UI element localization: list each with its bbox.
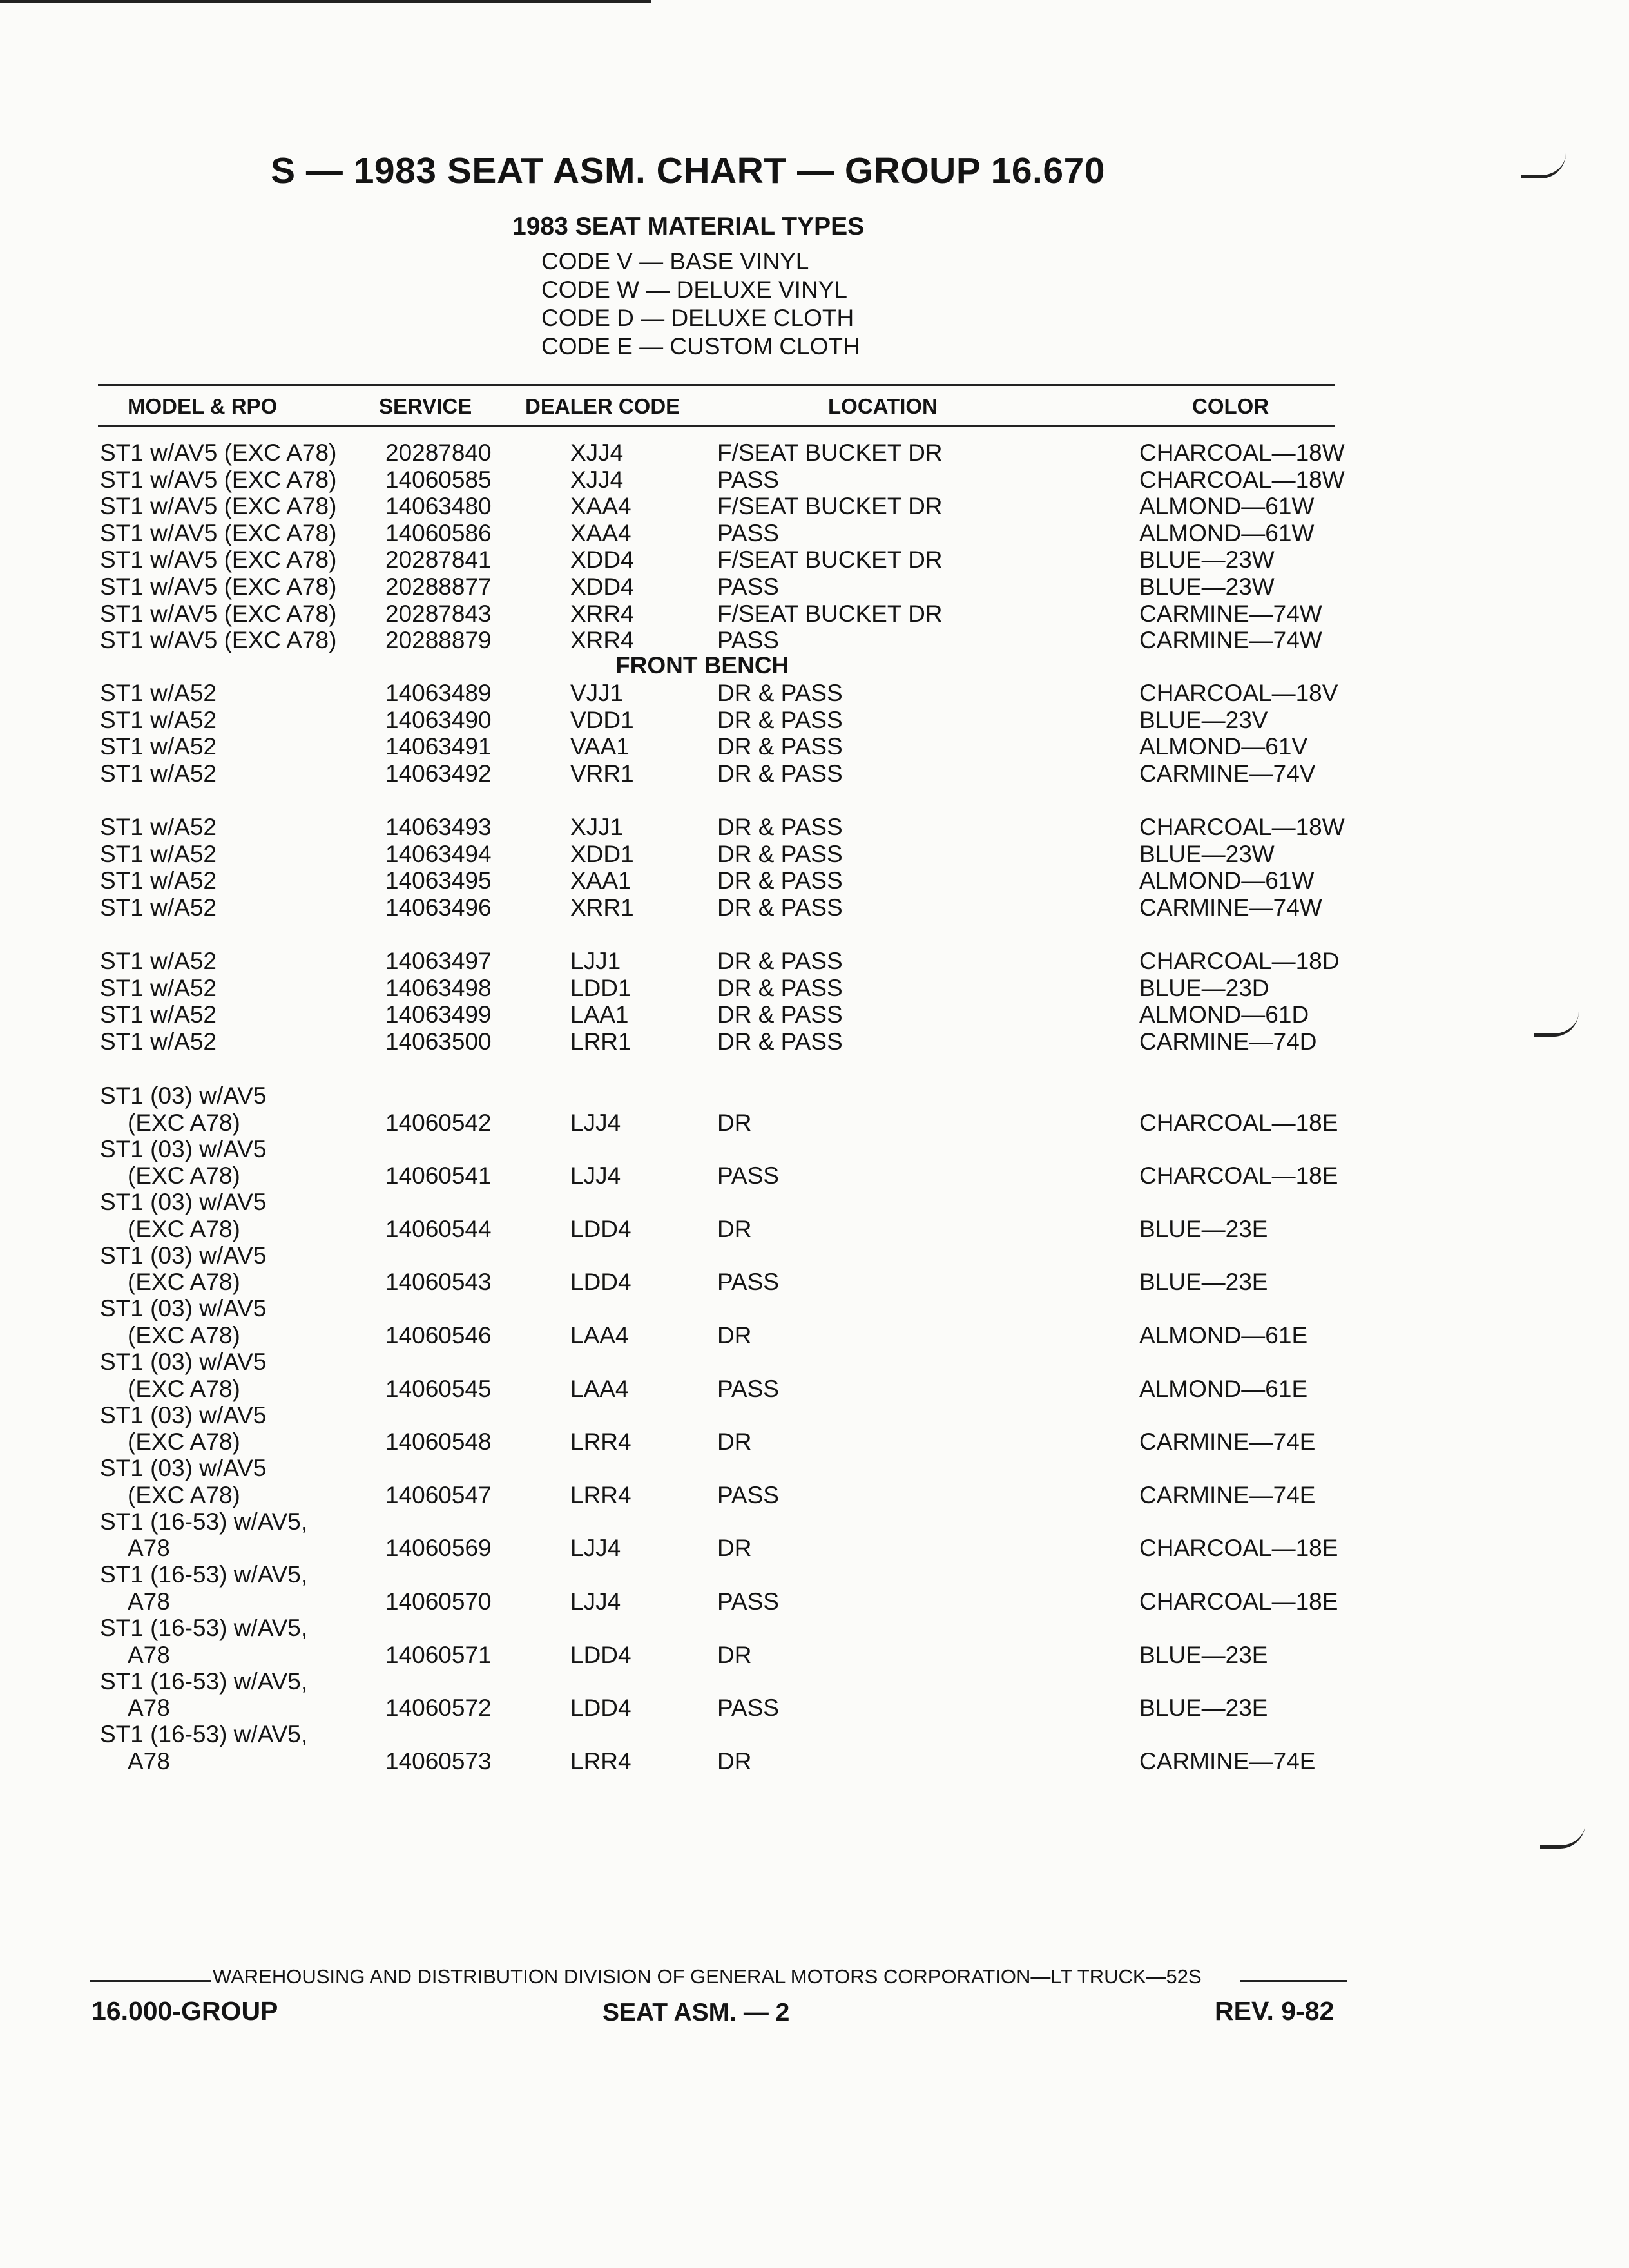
cell-service: 14060547 (385, 1481, 492, 1508)
table-row (0, 680, 1629, 707)
table-row (0, 1001, 1629, 1028)
cell-dealer-code: XDD1 (570, 840, 634, 867)
cell-model: ST1 (03) w/AV5 (100, 1455, 267, 1482)
table-row-continuation (0, 1721, 1629, 1748)
cell-location: F/SEAT BUCKET DR (717, 439, 943, 466)
cell-service: 14060546 (385, 1321, 492, 1349)
cell-model: ST1 w/AV5 (EXC A78) (100, 627, 337, 654)
cell-location: PASS (717, 573, 779, 600)
table-row-continuation (0, 1668, 1629, 1695)
cell-model: ST1 w/A52 (100, 760, 217, 787)
table-header-rule (98, 425, 1335, 427)
cell-color: BLUE—23V (1139, 706, 1268, 733)
cell-dealer-code: XJJ1 (570, 814, 624, 840)
table-row-continuation (0, 1295, 1629, 1322)
cell-service: 14063498 (385, 974, 492, 1001)
table-row-continuation (0, 1615, 1629, 1642)
table-row (0, 1110, 1629, 1137)
table-row (0, 1695, 1629, 1722)
table-row-continuation (0, 1082, 1629, 1110)
cell-dealer-code: VDD1 (570, 706, 634, 733)
cell-location: PASS (717, 627, 779, 654)
cell-service: 14060572 (385, 1695, 492, 1722)
table-row (0, 814, 1629, 841)
cell-location: DR & PASS (717, 1028, 843, 1055)
cell-location: DR (717, 1215, 752, 1242)
cell-model: ST1 (16-53) w/AV5, (100, 1508, 308, 1535)
cell-dealer-code: LJJ4 (570, 1535, 621, 1562)
table-row (0, 1642, 1629, 1669)
cell-color: CARMINE—74W (1139, 894, 1322, 921)
cell-service: 14063494 (385, 840, 492, 867)
cell-color: CHARCOAL—18D (1139, 948, 1340, 974)
cell-dealer-code: LDD1 (570, 974, 631, 1001)
cell-service: 14063492 (385, 760, 492, 787)
cell-service: 14060541 (385, 1162, 492, 1189)
cell-color: ALMOND—61V (1139, 733, 1308, 760)
cell-dealer-code: LRR4 (570, 1747, 631, 1774)
material-code-w: CODE W — DELUXE VINYL (541, 276, 847, 303)
cell-color: BLUE—23E (1139, 1641, 1268, 1668)
cell-dealer-code: LDD4 (570, 1215, 631, 1242)
cell-service: 14060571 (385, 1641, 492, 1668)
header-service: SERVICE (379, 394, 472, 418)
cell-dealer-code: XAA1 (570, 867, 631, 894)
header-color: COLOR (1192, 394, 1269, 418)
cell-location: PASS (717, 1695, 779, 1722)
cell-model: ST1 (03) w/AV5 (100, 1401, 267, 1428)
cell-location: PASS (717, 1481, 779, 1508)
cell-model: ST1 w/A52 (100, 894, 217, 921)
cell-color: BLUE—23W (1139, 573, 1275, 600)
table-row (0, 841, 1629, 868)
cell-dealer-code: LDD4 (570, 1269, 631, 1296)
cell-location: DR (717, 1321, 752, 1349)
header-dealer-code: DEALER CODE (525, 394, 680, 418)
table-row (0, 894, 1629, 921)
cell-dealer-code: LRR4 (570, 1428, 631, 1456)
cell-model: (EXC A78) (128, 1481, 240, 1508)
cell-dealer-code: LAA4 (570, 1375, 629, 1402)
footer-group: 16.000-GROUP (92, 1996, 278, 2026)
binder-hole-mark-bottom (1540, 1823, 1585, 1849)
table-row (0, 546, 1629, 573)
table-row (0, 1216, 1629, 1243)
cell-model: A78 (128, 1535, 170, 1562)
table-row (0, 1162, 1629, 1189)
cell-service: 20287840 (385, 439, 492, 466)
cell-dealer-code: LDD4 (570, 1695, 631, 1722)
cell-service: 20288879 (385, 627, 492, 654)
cell-dealer-code: LJJ4 (570, 1588, 621, 1615)
cell-color: BLUE—23E (1139, 1269, 1268, 1296)
cell-dealer-code: XJJ4 (570, 466, 624, 493)
cell-service: 14063491 (385, 733, 492, 760)
material-code-v: CODE V — BASE VINYL (541, 248, 809, 274)
cell-location: F/SEAT BUCKET DR (717, 546, 943, 573)
cell-service: 14060544 (385, 1215, 492, 1242)
cell-color: ALMOND—61W (1139, 867, 1315, 894)
cell-service: 14060548 (385, 1428, 492, 1456)
cell-location: DR & PASS (717, 760, 843, 787)
table-row (0, 733, 1629, 760)
cell-service: 20288877 (385, 573, 492, 600)
table-row (0, 1322, 1629, 1349)
cell-model: ST1 (03) w/AV5 (100, 1295, 267, 1322)
cell-model: (EXC A78) (128, 1162, 240, 1189)
table-row (0, 627, 1629, 654)
cell-service: 14063500 (385, 1028, 492, 1055)
footer-division-line: WAREHOUSING AND DISTRIBUTION DIVISION OF GENERAL MOTORS CORPORATION—LT TRUCK—52S (213, 1965, 1202, 1988)
cell-location: DR & PASS (717, 867, 843, 894)
cell-color: BLUE—23E (1139, 1695, 1268, 1722)
cell-location: PASS (717, 1162, 779, 1189)
table-row-continuation (0, 1189, 1629, 1216)
table-row (0, 1482, 1629, 1509)
header-location: LOCATION (828, 394, 938, 418)
binder-hole-mark-top (1521, 153, 1566, 178)
cell-color: ALMOND—61W (1139, 519, 1315, 546)
cell-model: ST1 w/A52 (100, 974, 217, 1001)
table-row (0, 1588, 1629, 1615)
cell-dealer-code: VAA1 (570, 733, 630, 760)
cell-color: CHARCOAL—18W (1139, 439, 1345, 466)
cell-model: ST1 w/A52 (100, 814, 217, 840)
cell-model: ST1 w/AV5 (EXC A78) (100, 546, 337, 573)
cell-service: 20287841 (385, 546, 492, 573)
cell-location: PASS (717, 1375, 779, 1402)
cell-model: ST1 w/A52 (100, 733, 217, 760)
cell-dealer-code: XRR4 (570, 627, 634, 654)
table-row (0, 867, 1629, 894)
cell-location: F/SEAT BUCKET DR (717, 493, 943, 520)
cell-location: DR & PASS (717, 706, 843, 733)
cell-model: ST1 w/AV5 (EXC A78) (100, 439, 337, 466)
table-row-continuation (0, 1508, 1629, 1535)
table-row (0, 1269, 1629, 1296)
section-front-bench: FRONT BENCH (615, 652, 789, 678)
table-row (0, 601, 1629, 628)
cell-model: A78 (128, 1641, 170, 1668)
cell-dealer-code: LJJ4 (570, 1109, 621, 1136)
cell-model: ST1 w/A52 (100, 1028, 217, 1055)
cell-color: BLUE—23D (1139, 974, 1269, 1001)
table-row (0, 1535, 1629, 1562)
cell-service: 14063497 (385, 948, 492, 974)
cell-color: CARMINE—74E (1139, 1481, 1316, 1508)
table-row-continuation (0, 1402, 1629, 1429)
cell-location: DR & PASS (717, 840, 843, 867)
cell-service: 14063489 (385, 680, 492, 706)
material-codes-list (541, 247, 860, 361)
cell-model: ST1 w/A52 (100, 948, 217, 974)
cell-dealer-code: LAA1 (570, 1001, 629, 1028)
cell-location: PASS (717, 519, 779, 546)
table-row (0, 1428, 1629, 1456)
cell-dealer-code: VJJ1 (570, 680, 624, 706)
cell-model: ST1 (03) w/AV5 (100, 1349, 267, 1375)
cell-service: 14060585 (385, 466, 492, 493)
cell-dealer-code: XRR1 (570, 894, 634, 921)
cell-model: A78 (128, 1588, 170, 1615)
page-title: S — 1983 SEAT ASM. CHART — GROUP 16.670 (271, 150, 1105, 191)
table-row-continuation (0, 1349, 1629, 1376)
cell-location: DR & PASS (717, 948, 843, 974)
cell-service: 14063495 (385, 867, 492, 894)
cell-service: 14063493 (385, 814, 492, 840)
cell-model: ST1 w/A52 (100, 706, 217, 733)
table-row (0, 573, 1629, 601)
cell-color: CARMINE—74E (1139, 1428, 1316, 1456)
table-row (0, 466, 1629, 494)
cell-service: 14063490 (385, 706, 492, 733)
cell-color: CHARCOAL—18V (1139, 680, 1338, 706)
cell-dealer-code: VRR1 (570, 760, 634, 787)
table-row-continuation (0, 1136, 1629, 1163)
material-code-e: CODE E — CUSTOM CLOTH (541, 333, 860, 360)
table-row (0, 707, 1629, 734)
cell-model: ST1 (16-53) w/AV5, (100, 1615, 308, 1641)
cell-location: DR & PASS (717, 974, 843, 1001)
cell-dealer-code: XAA4 (570, 493, 631, 520)
cell-model: (EXC A78) (128, 1109, 240, 1136)
table-row-continuation (0, 1242, 1629, 1269)
cell-model: ST1 (03) w/AV5 (100, 1242, 267, 1269)
material-code-d: CODE D — DELUXE CLOTH (541, 305, 854, 331)
cell-color: CARMINE—74W (1139, 600, 1322, 627)
cell-model: (EXC A78) (128, 1215, 240, 1242)
cell-service: 14063499 (385, 1001, 492, 1028)
cell-model: (EXC A78) (128, 1375, 240, 1402)
table-row (0, 439, 1629, 466)
cell-color: CARMINE—74D (1139, 1028, 1317, 1055)
cell-color: BLUE—23E (1139, 1215, 1268, 1242)
table-row-continuation (0, 1455, 1629, 1482)
cell-dealer-code: LRR1 (570, 1028, 631, 1055)
table-row (0, 493, 1629, 520)
cell-dealer-code: XDD4 (570, 573, 634, 600)
top-border-line (0, 0, 651, 3)
cell-service: 14060543 (385, 1269, 492, 1296)
cell-dealer-code: LDD4 (570, 1641, 631, 1668)
cell-model: ST1 (03) w/AV5 (100, 1135, 267, 1162)
cell-model: ST1 w/AV5 (EXC A78) (100, 466, 337, 493)
cell-location: DR & PASS (717, 814, 843, 840)
table-row (0, 1376, 1629, 1403)
cell-color: ALMOND—61E (1139, 1375, 1308, 1402)
cell-location: DR (717, 1109, 752, 1136)
cell-color: BLUE—23W (1139, 546, 1275, 573)
cell-model: ST1 w/AV5 (EXC A78) (100, 519, 337, 546)
cell-color: ALMOND—61W (1139, 493, 1315, 520)
footer-revision: REV. 9-82 (1215, 1996, 1335, 2026)
cell-location: PASS (717, 466, 779, 493)
cell-location: DR & PASS (717, 1001, 843, 1028)
cell-color: ALMOND—61D (1139, 1001, 1309, 1028)
cell-model: ST1 (03) w/AV5 (100, 1082, 267, 1109)
cell-model: ST1 (03) w/AV5 (100, 1189, 267, 1216)
cell-model: (EXC A78) (128, 1428, 240, 1456)
table-row (0, 975, 1629, 1002)
table-top-rule (98, 384, 1335, 386)
cell-model: ST1 w/AV5 (EXC A78) (100, 493, 337, 520)
cell-color: CARMINE—74E (1139, 1747, 1316, 1774)
cell-location: DR & PASS (717, 894, 843, 921)
cell-color: CHARCOAL—18E (1139, 1535, 1338, 1562)
cell-service: 14060569 (385, 1535, 492, 1562)
cell-dealer-code: XDD4 (570, 546, 634, 573)
table-row (0, 1028, 1629, 1055)
cell-dealer-code: LAA4 (570, 1321, 629, 1349)
header-model: MODEL & RPO (128, 394, 278, 418)
cell-model: A78 (128, 1695, 170, 1722)
cell-service: 20287843 (385, 600, 492, 627)
table-row (0, 520, 1629, 547)
cell-color: CARMINE—74W (1139, 627, 1322, 654)
cell-location: DR (717, 1641, 752, 1668)
cell-color: CHARCOAL—18E (1139, 1109, 1338, 1136)
cell-model: (EXC A78) (128, 1321, 240, 1349)
cell-location: DR (717, 1428, 752, 1456)
cell-service: 14063496 (385, 894, 492, 921)
cell-location: PASS (717, 1588, 779, 1615)
cell-service: 14060545 (385, 1375, 492, 1402)
cell-color: CHARCOAL—18E (1139, 1588, 1338, 1615)
cell-model: ST1 w/A52 (100, 1001, 217, 1028)
table-row (0, 760, 1629, 787)
cell-dealer-code: XRR4 (570, 600, 634, 627)
cell-model: A78 (128, 1747, 170, 1774)
material-types-heading: 1983 SEAT MATERIAL TYPES (512, 213, 865, 240)
cell-service: 14060570 (385, 1588, 492, 1615)
cell-model: ST1 w/AV5 (EXC A78) (100, 600, 337, 627)
cell-model: ST1 w/A52 (100, 840, 217, 867)
cell-dealer-code: LJJ1 (570, 948, 621, 974)
cell-model: ST1 w/AV5 (EXC A78) (100, 573, 337, 600)
footer-page-label: SEAT ASM. — 2 (602, 1999, 790, 2026)
cell-dealer-code: XAA4 (570, 519, 631, 546)
cell-color: ALMOND—61E (1139, 1321, 1308, 1349)
cell-model: ST1 w/A52 (100, 680, 217, 706)
cell-service: 14060586 (385, 519, 492, 546)
footer-rule-left (90, 1980, 211, 1982)
cell-model: ST1 (16-53) w/AV5, (100, 1721, 308, 1748)
cell-dealer-code: LJJ4 (570, 1162, 621, 1189)
table-row-continuation (0, 1561, 1629, 1588)
cell-model: (EXC A78) (128, 1269, 240, 1296)
cell-color: CARMINE—74V (1139, 760, 1316, 787)
cell-color: CHARCOAL—18E (1139, 1162, 1338, 1189)
cell-location: DR & PASS (717, 733, 843, 760)
cell-model: ST1 w/A52 (100, 867, 217, 894)
cell-location: DR (717, 1535, 752, 1562)
cell-dealer-code: LRR4 (570, 1481, 631, 1508)
cell-location: F/SEAT BUCKET DR (717, 600, 943, 627)
cell-location: DR & PASS (717, 680, 843, 706)
cell-location: PASS (717, 1269, 779, 1296)
cell-color: CHARCOAL—18W (1139, 466, 1345, 493)
cell-service: 14060573 (385, 1747, 492, 1774)
footer-rule-right (1240, 1980, 1347, 1982)
table-row (0, 948, 1629, 975)
table-row (0, 1748, 1629, 1775)
cell-service: 14063480 (385, 493, 492, 520)
cell-model: ST1 (16-53) w/AV5, (100, 1667, 308, 1695)
cell-color: CHARCOAL—18W (1139, 814, 1345, 840)
cell-service: 14060542 (385, 1109, 492, 1136)
cell-location: DR (717, 1747, 752, 1774)
cell-dealer-code: XJJ4 (570, 439, 624, 466)
cell-model: ST1 (16-53) w/AV5, (100, 1561, 308, 1588)
cell-color: BLUE—23W (1139, 840, 1275, 867)
